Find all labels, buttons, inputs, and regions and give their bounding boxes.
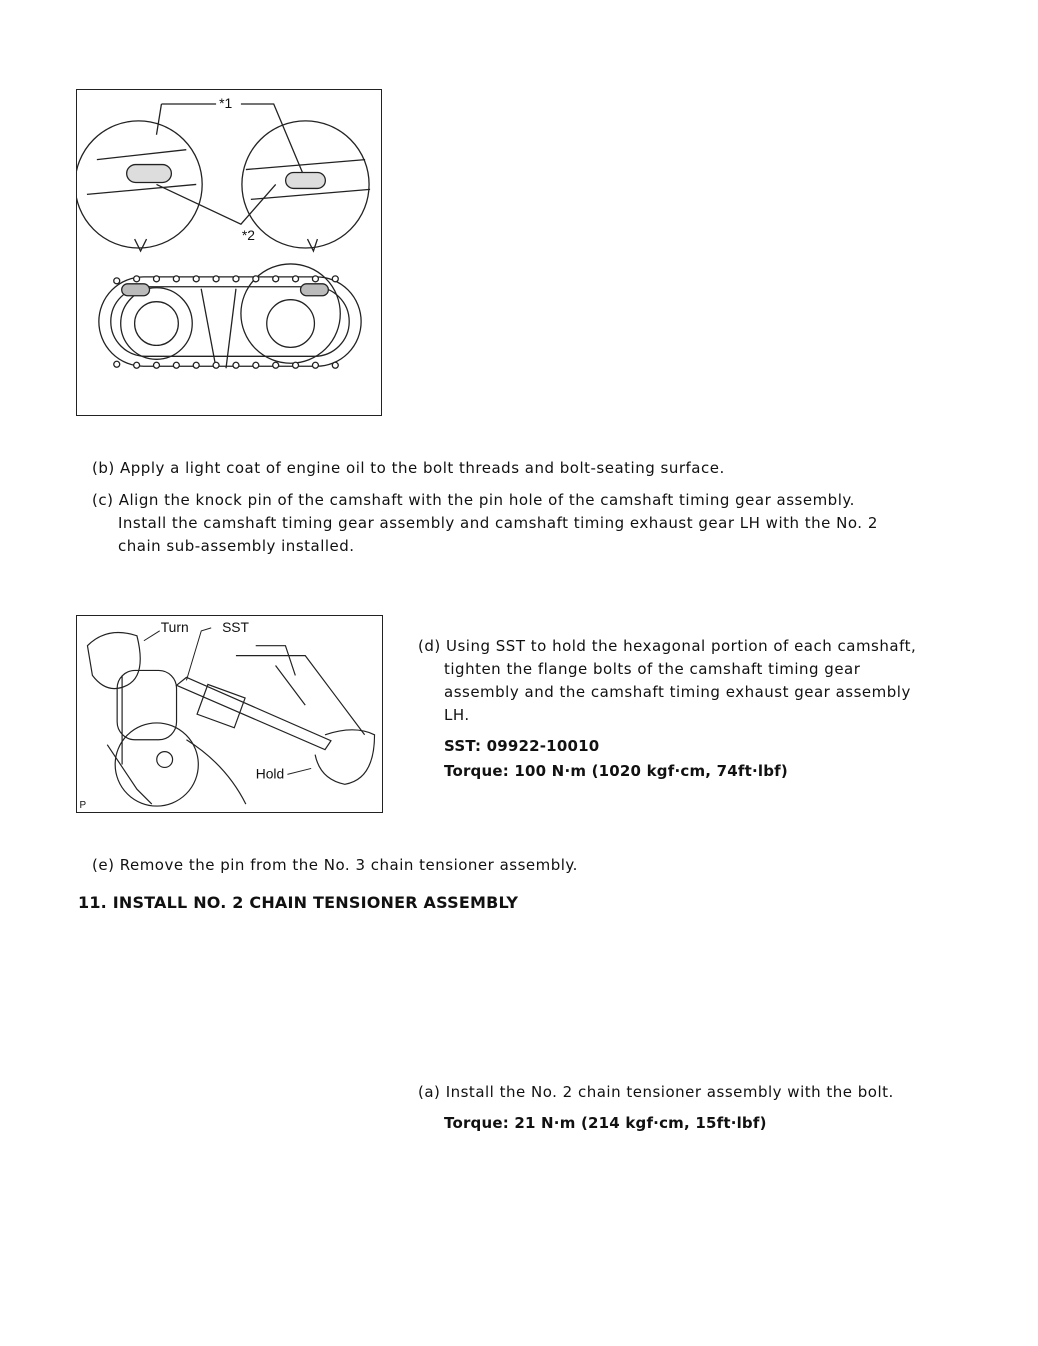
step-b-label: (b) [92, 459, 115, 477]
step-a [418, 1081, 894, 1104]
detail-circle-left [77, 121, 202, 248]
torque-spec-a: Torque: 21 N·m (214 kgf·cm, 15ft·lbf) [444, 1114, 767, 1132]
torque-spec-d: Torque: 100 N·m (1020 kgf·cm, 74ft·lbf) [444, 762, 788, 780]
step-a-label: (a) [418, 1083, 441, 1101]
corner-mark: P [79, 800, 87, 812]
step-b [92, 457, 725, 480]
sst-number: SST: 09922-10010 [444, 737, 600, 755]
section-heading: 11. INSTALL NO. 2 CHAIN TENSIONER ASSEMBLY [78, 893, 519, 912]
timing-chain-figure [76, 89, 382, 416]
step-c-line1: Align the knock pin of the camshaft with the pin hole of the camshaft timing gear assembly. [118, 491, 855, 509]
step-c-line2: Install the camshaft timing gear assembly and camshaft timing exhaust gear LH with the No. 2 [118, 514, 878, 532]
step-c-label: (c) [92, 491, 114, 509]
step-d-label: (d) [418, 637, 441, 655]
callout-2: *2 [241, 227, 256, 244]
step-e-label: (e) [92, 856, 115, 874]
step-d [418, 635, 916, 727]
step-c [92, 489, 878, 558]
step-d-line1: Using SST to hold the hexagonal portion of each camshaft, [446, 637, 917, 655]
callout-hold: Hold [255, 765, 285, 782]
sst-tightening-figure [76, 615, 383, 813]
sst-tightening-illustration [77, 616, 382, 812]
step-d-line2: tighten the flange bolts of the camshaft timing gear [444, 660, 861, 678]
step-e-text: Remove the pin from the No. 3 chain tensioner assembly. [119, 856, 578, 874]
step-d-line4: LH. [444, 706, 470, 724]
step-d-line3: assembly and the camshaft timing exhaust gear assembly [444, 683, 911, 701]
callout-sst: SST [222, 618, 250, 635]
step-c-line3: chain sub-assembly installed. [118, 537, 355, 555]
timing-chain-illustration [77, 90, 381, 415]
callout-turn: Turn [160, 618, 189, 635]
callout-1: *1 [219, 94, 233, 111]
sprocket [115, 723, 198, 806]
step-b-text: Apply a light coat of engine oil to the bolt threads and bolt-seating surface. [120, 459, 725, 477]
step-a-text: Install the No. 2 chain tensioner assembly with the bolt. [445, 1083, 894, 1101]
step-e [92, 854, 578, 877]
